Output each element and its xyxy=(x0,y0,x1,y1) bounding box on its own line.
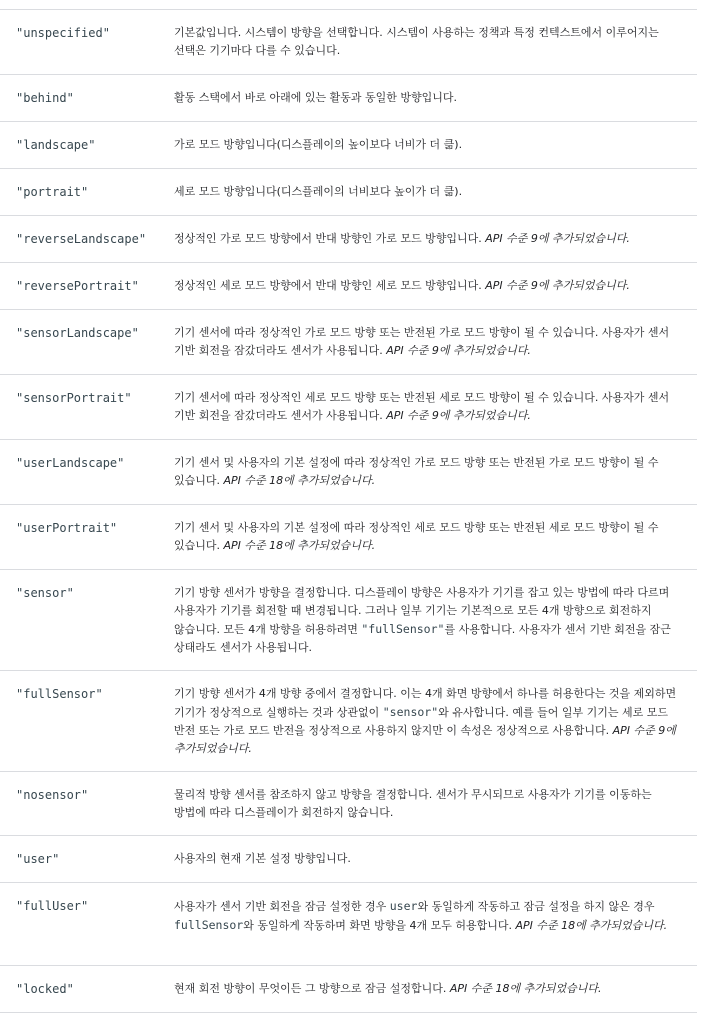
attribute-value: "behind" xyxy=(16,91,74,105)
table-row xyxy=(0,570,697,671)
api-level-note: API 수준 9에 추가되었습니다. xyxy=(485,232,630,245)
api-level-note: API 수준 18에 추가되었습니다. xyxy=(515,919,668,932)
description-text: 와 유사합니다. 예를 들어 일부 기기는 세로 모드 반전 또는 가로 모드 반전을 정상적으로 사용하지 않지만 이 속성은 정상적으로 사용합니다. xyxy=(174,706,669,737)
attribute-description xyxy=(174,966,697,1012)
inline-code: "fullSensor" xyxy=(361,622,445,636)
attribute-description xyxy=(174,440,697,504)
description-text: 를 사용합니다. 사용자가 센서 기반 회전을 잠근 상태라도 센서가 사용됩니다. xyxy=(174,623,671,654)
attribute-value: "fullSensor" xyxy=(16,687,103,701)
description-text: 기기 센서에 따라 정상적인 가로 모드 방향 또는 반전된 가로 모드 방향이 될 수 있습니다. 사용자가 센서 기반 회전을 잠갔더라도 센서가 사용됩니다. xyxy=(174,326,670,357)
description-text: 기기 센서 및 사용자의 기본 설정에 따라 정상적인 가로 모드 방향 또는 반전된 가로 모드 방향이 될 수 있습니다. xyxy=(174,456,659,487)
attribute-description xyxy=(174,169,697,215)
orientation-values-table xyxy=(0,9,697,1013)
attribute-description xyxy=(174,263,697,309)
attribute-value: "userPortrait" xyxy=(16,521,118,535)
description-text: 와 동일하게 작동하고 잠금 설정을 하지 않은 경우 xyxy=(417,900,655,913)
table-row xyxy=(0,966,697,1013)
description-text: 기기 센서 및 사용자의 기본 설정에 따라 정상적인 세로 모드 방향 또는 반전된 세로 모드 방향이 될 수 있습니다. xyxy=(174,521,659,552)
description-text: 가로 모드 방향입니다(디스플레이의 높이보다 너비가 더 큶). xyxy=(174,138,463,151)
attribute-value: "unspecified" xyxy=(16,26,110,40)
attribute-description xyxy=(174,772,697,835)
table-row xyxy=(0,10,697,75)
attribute-value: "fullUser" xyxy=(16,899,89,913)
attribute-value: "nosensor" xyxy=(16,788,89,802)
description-text: 정상적인 가로 모드 방향에서 반대 방향인 가로 모드 방향입니다. xyxy=(174,232,486,245)
description-text: 기기 방향 센서가 방향을 결정합니다. 디스플레이 방향은 사용자가 기기를 잡고 있는 방법에 따라 다르며 사용자가 기기를 회전할 때 변경됩니다. 그러나 일부 기기는 기본적으로 모든 4개 방향으로 회전하지 않습니다. 모든 4개 방향을 허용하려면 xyxy=(174,586,670,636)
table-row xyxy=(0,505,697,570)
table-row xyxy=(0,75,697,122)
table-row xyxy=(0,772,697,836)
description-text: 기기 방향 센서가 4개 방향 중에서 결정합니다. 이는 4개 화면 방향에서 하나를 허용한다는 것을 제외하면 기기가 정상적으로 실행하는 것과 상관없이 xyxy=(174,687,677,719)
description-text: 정상적인 세로 모드 방향에서 반대 방향인 세로 모드 방향입니다. xyxy=(174,279,486,292)
table-row xyxy=(0,263,697,310)
attribute-value: "sensorPortrait" xyxy=(16,391,132,405)
table-row xyxy=(0,310,697,375)
description-text: 사용자가 센서 기반 회전을 잠금 설정한 경우 xyxy=(174,900,390,913)
inline-code: user xyxy=(389,899,418,913)
attribute-value: "reversePortrait" xyxy=(16,279,139,293)
description-text: 사용자의 현재 기본 설정 방향입니다. xyxy=(174,852,351,865)
attribute-value: "sensor" xyxy=(16,586,74,600)
inline-code: fullSensor xyxy=(174,918,244,932)
attribute-description xyxy=(174,836,697,882)
attribute-description xyxy=(174,10,697,74)
attribute-description xyxy=(174,216,697,262)
api-level-note: API 수준 9에 추가되었습니다. xyxy=(386,409,531,422)
attribute-value: "userLandscape" xyxy=(16,456,125,470)
description-text: 세로 모드 방향입니다(디스플레이의 너비보다 높이가 더 큶). xyxy=(174,185,463,198)
attribute-description xyxy=(174,570,697,670)
attribute-description xyxy=(174,375,697,439)
attribute-value: "landscape" xyxy=(16,138,96,152)
api-level-note: API 수준 18에 추가되었습니다. xyxy=(223,539,376,552)
attribute-value: "user" xyxy=(16,852,60,866)
table-row xyxy=(0,375,697,440)
description-text: 활동 스택에서 바로 아래에 있는 활동과 동일한 방향입니다. xyxy=(174,91,457,104)
table-row xyxy=(0,169,697,216)
attribute-description xyxy=(174,883,697,965)
attribute-description xyxy=(174,75,697,121)
api-level-note: API 수준 9에 추가되었습니다. xyxy=(386,344,531,357)
attribute-description xyxy=(174,310,697,374)
description-text: 현재 회전 방향이 무엇이든 그 방향으로 잠금 설정합니다. xyxy=(174,982,450,995)
api-level-note: API 수준 18에 추가되었습니다. xyxy=(449,982,602,995)
api-level-note: API 수준 9에 추가되었습니다. xyxy=(174,724,676,755)
inline-code: "sensor" xyxy=(382,705,439,719)
table-row xyxy=(0,440,697,505)
attribute-value: "sensorLandscape" xyxy=(16,326,139,340)
description-text: 기기 센서에 따라 정상적인 세로 모드 방향 또는 반전된 세로 모드 방향이 될 수 있습니다. 사용자가 센서 기반 회전을 잠갔더라도 센서가 사용됩니다. xyxy=(174,391,670,422)
attribute-value: "locked" xyxy=(16,982,74,996)
table-row xyxy=(0,883,697,966)
attribute-description xyxy=(174,671,697,771)
description-text: 기본값입니다. 시스템이 방향을 선택합니다. 시스템이 사용하는 정책과 특정 컨텍스트에서 이루어지는 선택은 기기마다 다를 수 있습니다. xyxy=(174,26,659,57)
attribute-value: "portrait" xyxy=(16,185,89,199)
attribute-description xyxy=(174,122,697,168)
api-level-note: API 수준 9에 추가되었습니다. xyxy=(485,279,630,292)
attribute-value: "reverseLandscape" xyxy=(16,232,147,246)
attribute-description xyxy=(174,505,697,569)
table-row xyxy=(0,216,697,263)
table-row xyxy=(0,836,697,883)
api-level-note: API 수준 18에 추가되었습니다. xyxy=(223,474,376,487)
table-row xyxy=(0,671,697,772)
description-text: 와 동일하게 작동하며 화면 방향을 4개 모두 허용합니다. xyxy=(243,919,516,932)
table-row xyxy=(0,122,697,169)
description-text: 물리적 방향 센서를 참조하지 않고 방향을 결정합니다. 센서가 무시되므로 사용자가 기기를 이동하는 방법에 따라 디스플레이가 회전하지 않습니다. xyxy=(174,788,652,819)
